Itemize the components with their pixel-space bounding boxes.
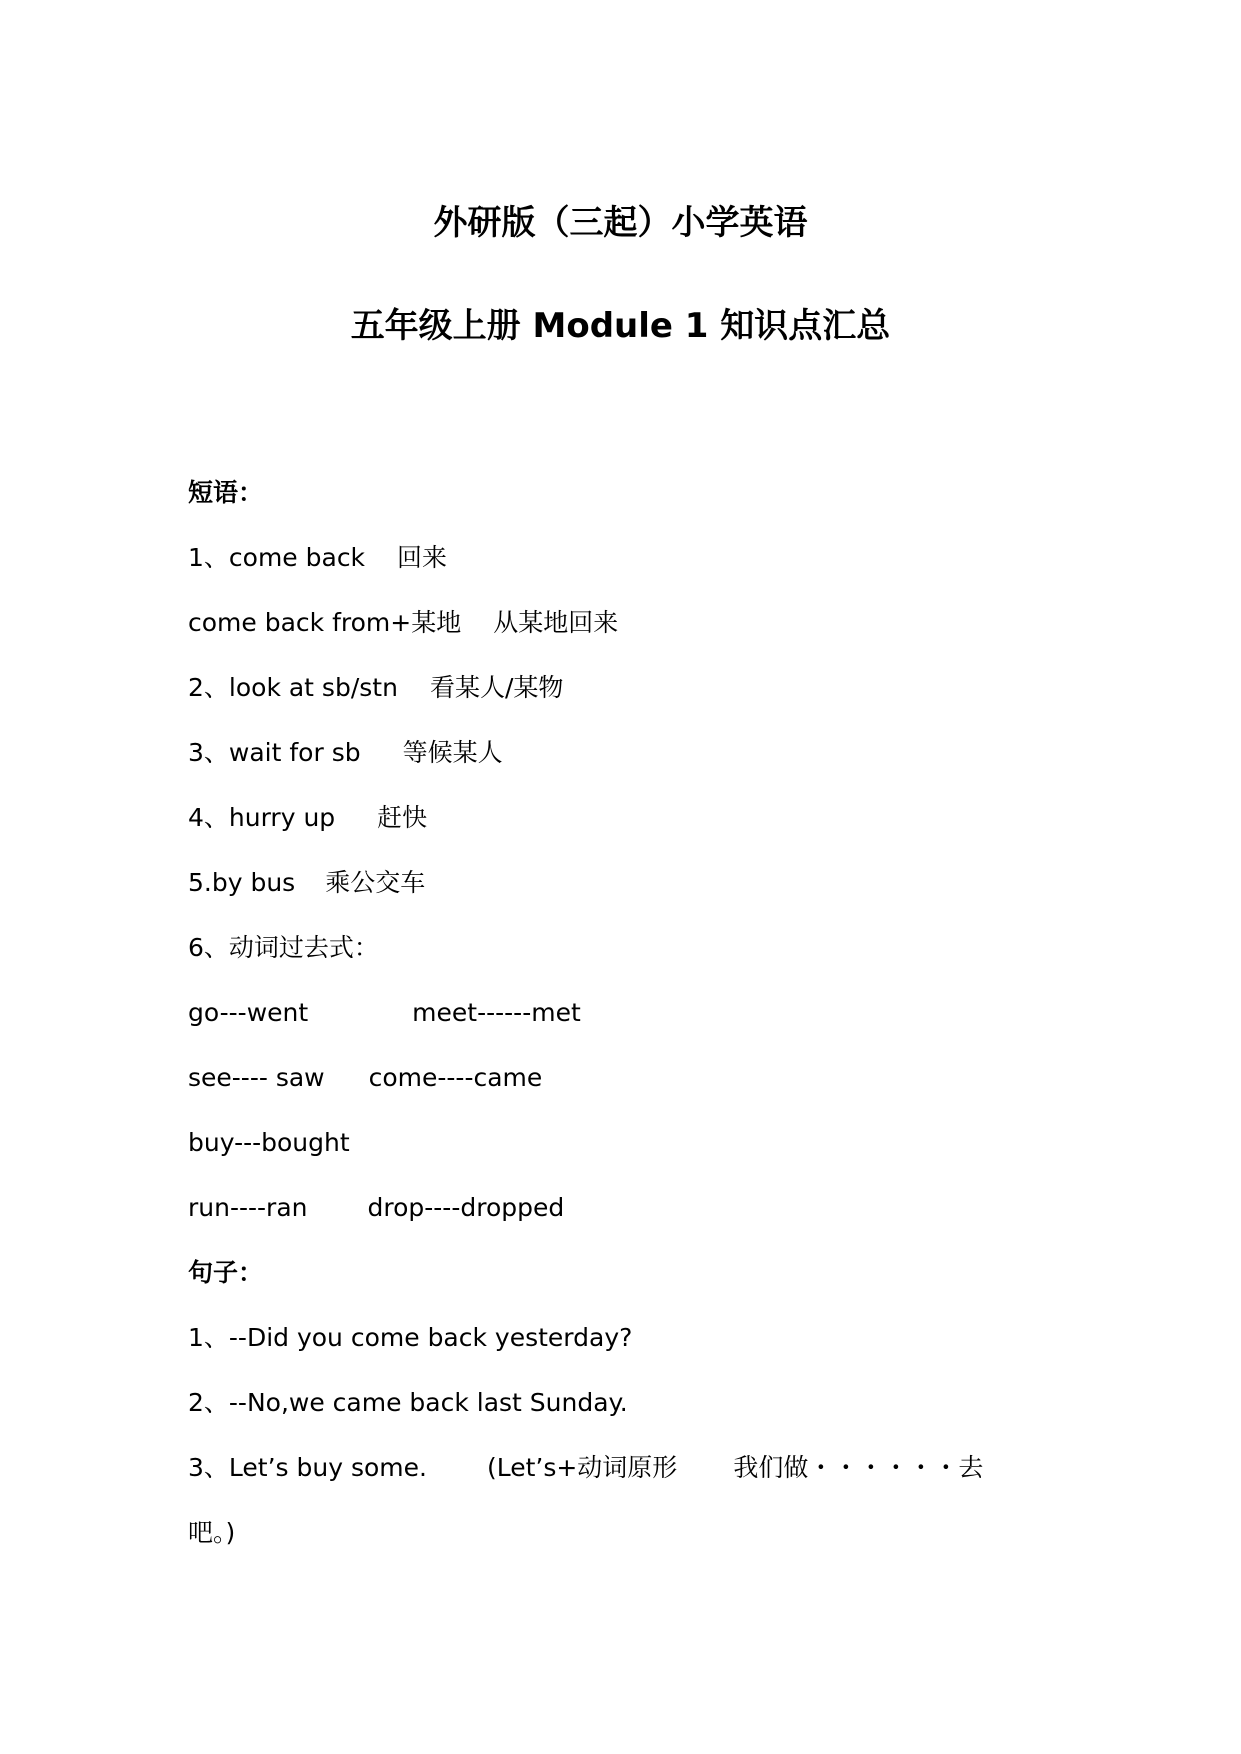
past-tense-row xyxy=(188,1120,1068,1185)
past-tense-pair: meet------met xyxy=(412,998,581,1027)
phrase-cn: 回来 xyxy=(397,543,448,572)
past-tense-pair: buy---bought xyxy=(188,1128,350,1157)
sentence-item: 3、Let’s buy some. (Let’s+动词原形 我们做・・・・・・去 xyxy=(188,1453,984,1482)
document-title: 外研版（三起）小学英语 xyxy=(433,203,808,243)
past-tense-pair: come----came xyxy=(368,1063,543,1092)
sentence-item: 2、--No,we came back last Sunday. xyxy=(188,1388,628,1417)
phrase-cn: 看某人/某物 xyxy=(429,673,564,702)
sentence-item-continuation: 吧。) xyxy=(188,1518,236,1547)
phrase-item xyxy=(188,600,1068,665)
sentences-heading: 句子： xyxy=(188,1258,264,1287)
phrase-cn: 从某地回来 xyxy=(493,608,619,637)
past-tense-pair: see---- saw xyxy=(188,1063,325,1092)
phrase-item xyxy=(188,535,1068,600)
phrase-item xyxy=(188,795,1068,860)
sentence-item: 1、--Did you come back yesterday? xyxy=(188,1323,633,1352)
phrase-item xyxy=(188,730,1068,795)
phrase-en: 2、look at sb/stn xyxy=(188,673,398,702)
phrases-heading: 短语： xyxy=(188,478,264,507)
phrase-cn: 赶快 xyxy=(377,803,428,832)
phrase-en: come back from+某地 xyxy=(188,608,462,637)
past-tense-pair: drop----dropped xyxy=(367,1193,565,1222)
past-tense-heading: 6、动词过去式： xyxy=(188,933,379,962)
phrase-en: 5.by bus xyxy=(188,868,296,897)
phrase-cn: 乘公交车 xyxy=(325,868,426,897)
phrase-en: 3、wait for sb xyxy=(188,738,361,767)
past-tense-pair: go---went xyxy=(188,998,309,1027)
phrase-item xyxy=(188,860,1068,925)
phrase-item xyxy=(188,665,1068,730)
past-tense-pair: run----ran xyxy=(188,1193,308,1222)
document-body xyxy=(188,470,1068,1575)
past-tense-row xyxy=(188,1185,1068,1250)
phrase-en: 4、hurry up xyxy=(188,803,336,832)
phrase-cn: 等候某人 xyxy=(402,738,503,767)
past-tense-row xyxy=(188,990,1068,1055)
past-tense-row xyxy=(188,1055,1068,1120)
document-subtitle: 五年级上册 Module 1 知识点汇总 xyxy=(350,306,891,346)
phrase-en: 1、come back xyxy=(188,543,366,572)
